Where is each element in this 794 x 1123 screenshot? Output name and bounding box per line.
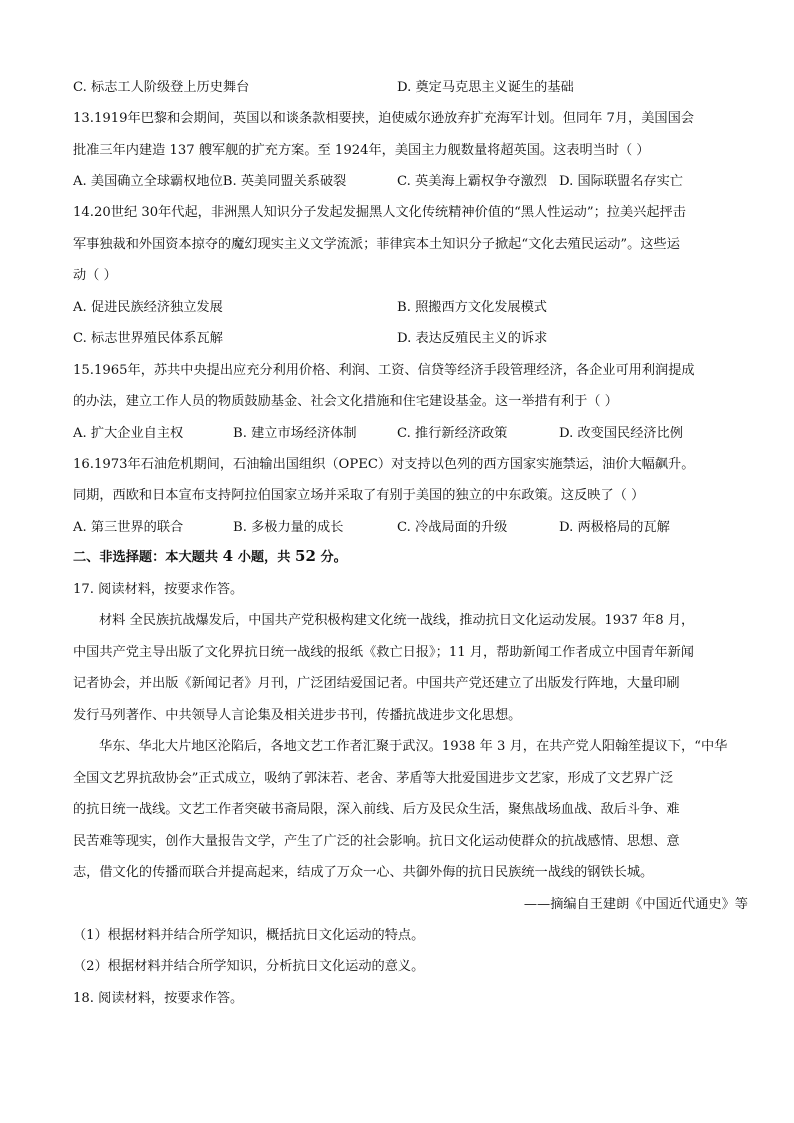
q13-stem-line2: 批准三年内建造 137 艘军舰的扩充方案。至 1924年，美国主力舰数量将超英国。这表明当时（ ） [73,143,650,158]
q14-option-a: A. 促进民族经济独立发展 [73,300,223,315]
q17-material-p1-line4: 发行马列著作、中共领导人言论集及相关进步书刊，传播抗战进步文化思想。 [73,708,522,723]
section2-heading-mid: 小题，共 [237,550,291,565]
q14-options-row1 [73,299,723,317]
q14-options-row2 [73,330,723,348]
q17-material-p2-line1: 华东、华北大片地区沦陷后，各地文艺工作者汇聚于武汉。1938 年 3 月，在共产党人阳翰笙提议下，“中华 [99,739,728,754]
q17-material-p2-line3: 的抗日统一战线。文艺工作者突破书斋局限，深入前线、后方及民众生活，聚焦战场血战、敌后斗争、难 [73,802,680,817]
q16-option-a: A. 第三世界的联合 [73,520,184,535]
q16-option-c: C. 冷战局面的升级 [397,520,508,535]
q18-stem: 18. 阅读材料，按要求作答。 [73,991,244,1006]
q15-options-row [73,425,723,443]
q15-stem-line2: 的办法，建立工作人员的物质鼓励基金、社会文化措施和住宅建设基金。这一举措有利于（ ） [73,394,618,409]
q17-material-p1-line2: 中国共产党主导出版了文化界抗日统一战线的报纸《救亡日报》；11 月，帮助新闻工作者成立中国青年新闻 [73,645,694,660]
q16-option-d: D. 两极格局的瓦解 [559,520,670,535]
q13-option-c: C. 英美海上霸权争夺激烈 [397,174,547,189]
q17-subquestion-1: （1）根据材料并结合所学知识，概括抗日文化运动的特点。 [73,928,425,943]
q13-option-ab: A. 美国确立全球霸权地位B. 英美同盟关系破裂 [73,174,347,189]
q16-option-b: B. 多极力量的成长 [233,520,344,535]
q17-stem: 17. 阅读材料，按要求作答。 [73,582,244,597]
q17-subquestion-2: （2）根据材料并结合所学知识，分析抗日文化运动的意义。 [73,959,425,974]
q14-stem-line3: 动（ ） [73,268,117,283]
q14-option-c: C. 标志世界殖民体系瓦解 [73,331,223,346]
q15-option-d: D. 改变国民经济比例 [559,426,683,441]
q13-options-row [73,173,723,191]
q12-option-d: D. 奠定马克思主义诞生的基础 [397,80,574,95]
q14-option-d: D. 表达反殖民主义的诉求 [397,331,548,346]
q17-material-p1-line1: 材料 全民族抗战爆发后，中国共产党积极构建文化统一战线，推动抗日文化运动发展。1937 年8 月， [99,613,695,628]
q16-stem-line1: 16.1973年石油危机期间，石油输出国组织（OPEC）对支持以色列的西方国家实施禁运，油价大幅飙升。 [73,457,695,472]
q16-options-row [73,519,723,537]
q17-material-p2-line5: 志，借文化的传播而联合并提高起来，结成了万众一心、共御外侮的抗日民族统一战线的钢铁长城。 [73,865,654,880]
q15-option-b: B. 建立市场经济体制 [233,426,357,441]
q17-material-p1-line3: 记者协会，并出版《新闻记者》月刊，广泛团结爱国记者。中国共产党还建立了出版发行阵地，大量印刷 [73,676,680,691]
q15-stem-line1: 15.1965年，苏共中央提出应充分利用价格、利润、工资、信贷等经济手段管理经济，各企业可用利润提成 [73,363,695,378]
section2-question-count: 4 [222,547,234,565]
section2-heading-post: 分。 [320,550,347,565]
q13-option-d: D. 国际联盟名存实亡 [559,174,683,189]
q12-options-row [73,79,723,97]
q17-source-citation: ——摘编自王建朗《中国近代通史》等 [523,897,748,912]
q12-option-c: C. 标志工人阶级登上历史舞台 [73,80,250,95]
q17-material-p2-line4: 民苦难等现实，创作大量报告文学，产生了广泛的社会影响。抗日文化运动使群众的抗战感情、思想、意 [73,834,680,849]
q16-stem-line2: 同期，西欧和日本宣布支持阿拉伯国家立场并采取了有别于美国的独立的中东政策。这反映了（ ） [73,488,645,503]
section2-points: 52 [295,547,316,565]
q15-option-a: A. 扩大企业自主权 [73,426,184,441]
section2-heading-pre: 二、非选择题：本大题共 [73,550,219,565]
q14-stem-line1: 14.20世纪 30年代起，非洲黑人知识分子发起发掘黑人文化传统精神价值的“黑人性运动”；拉美兴起抨击 [73,205,686,220]
q15-option-c: C. 推行新经济政策 [397,426,508,441]
q17-material-p2-line2: 全国文艺界抗敌协会”正式成立，吸纳了郭沫若、老舍、茅盾等大批爱国进步文艺家，形成了文艺界广泛 [73,771,674,786]
q14-option-b: B. 照搬西方文化发展模式 [397,300,547,315]
q13-stem-line1: 13.1919年巴黎和会期间，英国以和谈条款相要挟，迫使威尔逊放弃扩充海军计划。但同年 7月，美国国会 [73,111,694,126]
section2-heading [73,547,347,567]
q14-stem-line2: 军事独裁和外国资本掠夺的魔幻现实主义文学流派；菲律宾本土知识分子掀起“文化去殖民运动”。这些运 [73,237,680,252]
